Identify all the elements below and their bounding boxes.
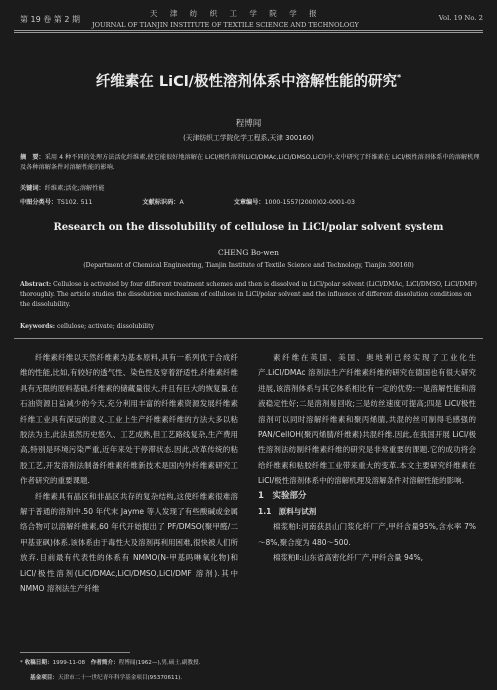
body-paragraph: 纤维素具有晶区和非晶区共存的复杂结构,这使纤维素很难溶解于普通的溶剂中.50 年代末 Jayme 等人发现了有些酸碱或金属络合物可以溶解纤维素,60 年代开始提出了 PF/DMSO(聚甲醛/二甲基亚砜)体系.该体系由于毒性大及溶剂再利用困难,很快被人们所放弃.目前最有代表性的体系有 NMMO(N-甲基吗啉氧化物)和 LiCl/极性溶剂(LiCl/DMAc,LiCl/DMSO,LiCl/DMF 溶剂).其中 NMMO 溶剂法生产纤维 — [20, 491, 238, 594]
body-paragraph: 素纤维在英国、美国、奥地利已经实现了工业化生产.LiCl/DMAc 溶剂法生产纤维素纤维的研究在德国也有很大研究进展,该溶剂体系与其它体系相比有一定的优势:一是溶解性能和溶液稳定性好;二是溶剂易回收;三是纺丝速度可提高;四是 LiCl/极性溶剂可以同时溶解纤维素和聚丙烯腈,共混的丝可制得毛感强的 PAN/CellOH(聚丙烯腈/纤维素)共混纤维.因此,在我国开展 LiCl/极性溶剂法纺制纤维素纤维的研究是非常重要的课题.它的成功将会给纤维素和粘胶纤维工业带来重大的变革.本文主要研究纤维素在 LiCl/极性溶剂体系中的溶解机理及溶解条件对溶解性能的影响. — [258, 353, 476, 486]
affiliation-cn: (天津纺织工学院化学工程系,天津 300160) — [183, 134, 314, 142]
article-title-text: 纤维素在 LiCl/极性溶剂体系中溶解性能的研究 — [95, 74, 397, 90]
class-no-value: TS102. 511 — [57, 199, 93, 206]
received-date: 1999-11-08 — [52, 660, 86, 666]
author-cn: 程博闻 — [235, 119, 262, 129]
received-label: 收稿日期： — [24, 660, 53, 666]
body-paragraph: 棉浆粕Ⅰ:河南获县山门浆化纤厂产,甲纤含量95%,含水率 7%～8%,聚合度为 480～500. — [258, 522, 476, 547]
abstract-cn — [20, 153, 480, 173]
body-column-right — [258, 350, 476, 566]
article-no-label: 文章编号： — [233, 199, 265, 206]
classification-row — [20, 197, 403, 206]
abstract-en-label: Abstract: — [20, 281, 52, 288]
header-rule-double — [14, 32, 483, 33]
doc-code-value: A — [179, 199, 184, 206]
issue-label: 第 19 卷 第 2 期 — [20, 15, 80, 24]
subsection-title: 原料与试剂 — [278, 507, 317, 517]
footnote-fund — [30, 673, 182, 681]
section-title: 实验部分 — [272, 490, 307, 501]
abstract-en — [20, 280, 480, 310]
journal-title-cn: 天 津 纺 织 工 学 院 学 报 — [150, 9, 322, 18]
article-title-en: Research on the dissolubility of cellulose in LiCl/polar solvent system — [53, 222, 444, 233]
author-note-label: 作者简介： — [90, 660, 119, 666]
affiliation-en: (Department of Chemical Engineering, Tianjin Institute of Textile Science and Technology, Tianjin 300160) — [83, 262, 414, 269]
volume-label: Vol. 19 No. 2 — [438, 14, 483, 22]
footnote-rule — [20, 652, 130, 653]
article-title-cn — [0, 70, 497, 91]
keywords-en-text: cellulose; activate; dissolubility — [56, 323, 155, 330]
body-column-left — [20, 350, 238, 597]
keywords-cn-label: 关键词： — [20, 185, 45, 192]
body-paragraph: 棉浆粕Ⅱ:山东省高密化纤厂产,甲纤含量 94%, — [273, 553, 424, 563]
class-no — [20, 197, 116, 206]
header-rule — [14, 30, 483, 31]
section-heading — [258, 489, 476, 504]
abstract-cn-text: 采用 4 种不同的处理方法活化纤维素,使它能很好地溶解在 LiCl/极性溶剂(LiCl/DMAc,LiCl/DMSO,LiCl)中,文中研究了纤维素在 LiCl/极性溶剂体系中的溶解机理及各种溶解条件对溶解性能的影响. — [20, 154, 480, 171]
abstract-en-text: Cellulose is activated by four different treatment schemes and then is dissolved in LiCl/polar solvent (LiCl/DMAc, LiCl/DMSO, LiCl/DMF) thoroughly. The article studies the dissolution mechanism of cellulose in LiCl/polar solvent and the influence of different dissolution conditions on the dissolubility. — [20, 281, 477, 308]
footnote-received: * 收稿日期：1999-11-08 作者简介：程博闻(1962—),男,硕士,副教授. — [20, 660, 201, 666]
article-no-value: 1000-1557(2000)02-0001-03 — [264, 199, 355, 206]
author-en: CHENG Bo-wen — [218, 248, 279, 257]
keywords-cn-text: 纤维素;活化;溶解性能 — [44, 185, 105, 192]
keywords-cn — [20, 183, 105, 192]
abstract-cn-label: 摘 要： — [20, 154, 45, 161]
author-note: 程博闻(1962—),男,硕士,副教授. — [118, 660, 201, 666]
title-footnote-mark: * — [396, 73, 402, 83]
class-no-label: 中图分类号： — [20, 199, 58, 206]
abstract-divider — [14, 338, 483, 339]
doc-code-label: 文献标识码： — [142, 199, 180, 206]
journal-title-en: JOURNAL OF TIANJIN INSTITUTE OF TEXTILE SCIENCE AND TECHNOLOGY — [92, 21, 359, 29]
fund-text: 天津市二十一世纪青年科学基金项目(95370611). — [57, 675, 183, 681]
keywords-en — [20, 323, 154, 330]
doc-code — [142, 197, 207, 206]
subsection-number: 1.1 — [258, 507, 272, 517]
fund-label: 基金项目： — [30, 675, 58, 681]
article-no — [234, 197, 379, 206]
body-paragraph: 纤维素纤维以天然纤维素为基本原料,具有一系列优于合成纤维的性能,比如,有较好的透气性、染色性及穿着舒适性,纤维素纤维具有无限的原料基础,纤维素的储藏量很大,并且有巨大的恢复量.在石油资源日益减少的今天,充分利用丰富的纤维素资源发展纤维素纤维工业具有深远的意义.工业上生产纤维素纤维的方法大多以粘胶法为主,此法虽然历史悠久、工艺成熟,但工艺路线复杂,生产费用高,特别是环境污染严重,近年来处于停滞状态.因此,改革传统的粘胶工艺,开发溶剂法制备纤维素纤维新技术是国内外纤维素研究工作者研究的重要课题. — [20, 353, 238, 486]
section-number: 1 — [258, 490, 264, 501]
subsection-heading — [258, 504, 476, 519]
keywords-en-label: Keywords: — [20, 323, 56, 330]
